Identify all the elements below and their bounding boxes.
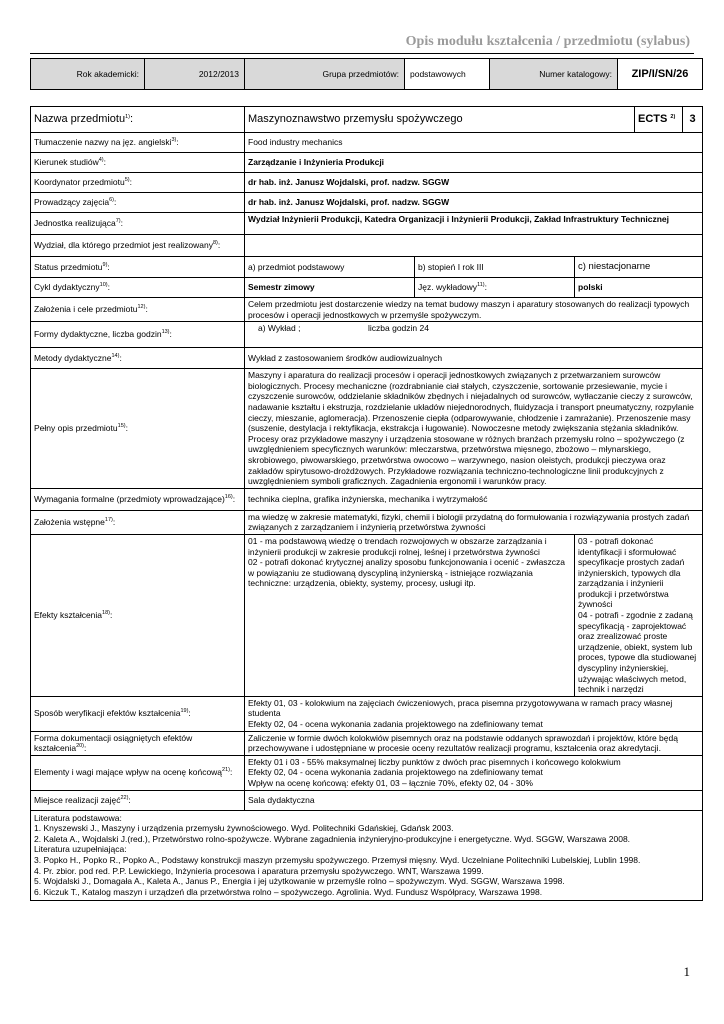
forms-hours: liczba godzin 24 — [368, 323, 429, 334]
english-name-value: Food industry mechanics — [245, 133, 703, 153]
coordinator-label: Koordynator przedmiotu — [34, 177, 125, 188]
footnote-ref: 11) — [477, 282, 485, 289]
forms-label: Formy dydaktyczne, liczba godzin — [34, 329, 162, 340]
status-mode: c) niestacjonarne — [575, 257, 703, 278]
subject-group-value: podstawowych — [405, 59, 490, 90]
syllabus-table: Nazwa przedmiotu$^{1)}$: Maszynoznawstwo przemysłu spożywczego ECTS $^{2)}$ 3 Tłumaczenie nazwy na jęz. angielski$^{3)}$: Food industry mechanics Kierunek studiów$^{4)}$: Zarządzanie i Inżynieria Produkcji Koordynator przedmiotu$^{5)}$: dr hab. inż. Janusz Wojdalski, prof. nadzw. SGGW Prowadzący zajęcia$^{6)}$: dr hab. inż. Janusz Wojdalski, prof. nadzw. SGGW Jednostka realizująca$^{7)}$: Wydział Inżynierii Produkcji, Katedra Organizacji i Inżynierii Produkcji, Zakład Infrastruktury Technicznej Wydział, dla którego przedmiot jest realizowany$^{8)}$: Status przedmiotu$^{9)}$: a) przedmiot podstawowy b) stopień I rok III c) niestacjonarne Cykl dydaktyczny$^{10)}$: Semestr zimowy Jęz. wykładowy$^{11)}$: polski Założenia i cele przedmiotu$^{12)}$: Celem przedmiotu jest dostarczenie wiedzy na temat budowy maszyn i aparatury stosowanych do realizacji typowych procesów i operacji jednostkowych w przemyśle spożywczym. Formy dydaktyczne, liczba godzin$^{13)}$: a) Wykład ; liczba godzin 24 Metody dydaktyczne$^{14)}$: Wykład z zastosowaniem środków audiowizualnych Pełny opis przedmiotu$^{15)}$: Maszyny i aparatura do realizacji procesów i operacji jednostkowych związanych z przetwarzaniem surowców biologicznych. Procesy mechaniczne (rozdrabnianie ciał stałych, czyszczenie, sortowanie przesiewanie, mycie i czyszczenie surowców, oddzielanie składników zbędnych i niejadalnych od surowców, wytłaczanie cieczy z surowców, nadawanie kształtu i ekstruzja, rozdzielanie układów niejednorodnych, fluidyzacja i transport pneumatyczny, rozpylanie cieczy, mieszanie, aglomeracja). Przenoszenie ciepła (odparowywanie, chłodzenie i zamrażanie). Przenoszenie masy (suszenie, destylacja i rektyfikacja, ekstrakcja i ługowanie). Nowoczesne metody zwiększania stężania składników. Procesy oraz przykładowe maszyny i urządzenia stosowane w różnych branżach przemysłu rolno – spożywczego (z uwzględnieniem specyficznych warunków: mleczarstwa, przetwórstwa mięsnego, zbożowo – młynarskiego, skrobiowego, piwowarskiego, przetwórstwa owocowo – warzywnego, nasion oleistych, produkcji pieczywa oraz zakładów spirytusowo-drożdżowych. Przykładowe rozwiązania techniczno-technologiczne linii produkcyjnych z uwzględnieniem symboli graficznych. Zagadnienia ergonomii i warunków pracy. Wymagania formalne (przedmioty wprowadzające)$^{16)}$: technika cieplna, grafika inżynierska, mechanika i wytrzymałość Założenia wstępne$^{17)}$: ma wiedzę w zakresie matematyki, fizyki, chemii i biologii przydatną do formułowania i rozwiązywania prostych zadań związanych z zarządzaniem i inżynierią przetwórstwa żywności Efekty kształcenia$^{18)}$: 01 - ma podstawową wiedzę o trendach rozwojowych w obszarze zarządzania i inżynierii produkcji w zakresie produkcji rolnej, leśnej i przetwórstwa żywności 02 - potrafi dokonać krytycznej analizy sposobu funkcjonowania i ocenić - zwłaszcza w powiązaniu ze studiowaną dyscypliną inżynierską - istniejące rozwiązania techniczne: urządzenia, obiekty, systemy, procesy, usługi itp. 03 - potrafi dokonać identyfikacji i sformułować specyfikacje prostych zadań inżynierskich, typowych dla zarządzania i inżynierii produkcji i przetwórstwa żywności 04 - potrafi - zgodnie z zadaną specyfikacją - zaprojektować oraz zrealizować proste urządzenie, obiekt, system lub proces, typowe dla studiowanej dyscypliny inżynierskiej, używając właściwych metod, technik i narzędzi Sposób weryfikacji efektów kształcenia$^{19)}$: Efekty 01, 03 - kolokwium na zajęciach ćwiczeniowych, praca pisemna przygotowywana w ramach pracy własnej studenta Efekty 02, 04 - ocena wykonania zadania projektowego na zdefiniowany temat Forma dokumentacji osiągniętych efektów kształcenia$^{20)}$: Zaliczenie w formie dwóch kolokwiów pisemnych oraz na podstawie oddanych sprawozdań i projektów, które będą przechowywane i udostępniane w procesie oceny rezultatów realizacji programu, kształcenia oraz akredytacji. Elementy i wagi mające wpływ na ocenę końcową$^{21)}$: Efekty 01 i 03 - 55% maksymalnej liczby punktów z dwóch prac pisemnych i końcowego kolokwium Efekty 02, 04 - ocena wykonania zadania projektowego na zdefiniowany temat Wpływ na ocenę końcową: efekty 01, 03 – łącznie 70%, efekty 02, 04 - 30% Miejsce realizacji zajęć$^{22)}$: Sala dydaktyczna Literatura podstawowa: 1. Knyszewski J., Maszyny i urządzenia przemysłu żywnościowego. Wyd. Politechniki Gdańskiej, Gdańsk 2003. 2. Kaleta A., Wojdalski J.(red.), Przetwórstwo rolno-spożywcze. Wybrane zagadnienia inżynieryjno-produkcyjne i energetyczne. Wyd. SGGW, Warszawa 2008. Literatura uzupełniająca: 3. Popko H., Popko R., Popko A., Podstawy konstrukcji maszyn przemysłu spożywczego. Przemysł mięsny. Wyd. Uczelniane Politechniki Lubelskiej, Lublin 1998. 4. Pr. zbior. pod red. P.P. Lewickiego, Inżynieria procesowa i aparatura przemysłu spożywczego. WNT, Warszawa 1999. 5. Wojdalski J., Domagała A., Kaleta A., Janus P., Energia i jej użytkowanie w przemyśle rolno – spożywczym. Wyd. SGGW, Warszawa 1998. 6. Kiczuk T., Katalog maszyn i urządzeń dla przetwórstwa rolno – spożywczego. Agrolinia. Wyd. Fundusz Współpracy, Warszawa 1998. — [30, 106, 703, 901]
footnote-ref: 2) — [670, 114, 676, 121]
ects-label: ECTS — [638, 113, 668, 126]
forms-lecture: a) Wykład ; — [258, 323, 301, 334]
english-name-label: Tłumaczenie nazwy na jęz. angielski — [34, 137, 172, 148]
subject-name-value: Maszynoznawstwo przemysłu spożywczego — [245, 107, 635, 133]
footnote-ref: 10) — [99, 282, 108, 289]
literature-line: Literatura uzupełniająca: — [34, 844, 127, 855]
documentation-value: Zaliczenie w formie dwóch kolokwiów pisemnych oraz na podstawie oddanych sprawozdań i projektów, które będą przechowywane i udostępniane w procesie oceny rezultatów realizacji programu, kształcenia oraz akredytacji. — [245, 731, 703, 755]
literature-line: 5. Wojdalski J., Domagała A., Kaleta A., Janus P., Energia i jej użytkowanie w przemyśle rolno – spożywczym. Wyd. SGGW, Warszawa 1998. — [34, 876, 565, 887]
document-title: Opis modułu kształcenia / przedmiotu (sylabus) — [405, 34, 690, 49]
unit-value: Wydział Inżynierii Produkcji, Katedra Organizacji i Inżynierii Produkcji, Zakład Infrastruktury Technicznej — [245, 213, 703, 235]
requirements-label: Wymagania formalne (przedmioty wprowadzające) — [34, 493, 225, 504]
methods-value: Wykład z zastosowaniem środków audiowizualnych — [245, 348, 703, 369]
prerequisites-value: ma wiedzę w zakresie matematyki, fizyki, chemii i biologii przydatną do formułowania i rozwiązywania prostych zadań związanych z zarządzaniem i inżynierią przetwórstwa żywności — [245, 510, 703, 534]
methods-label: Metody dydaktyczne — [34, 352, 112, 363]
academic-year-label: Rok akademicki: — [31, 59, 145, 90]
footnote-ref: 20) — [76, 743, 85, 750]
footnote-ref: 21) — [222, 767, 230, 774]
documentation-label: Forma dokumentacji osiągniętych efektów kształcenia — [34, 732, 193, 754]
location-label: Miejsce realizacji zajęć — [34, 794, 121, 805]
footnote-ref: 15) — [117, 423, 126, 430]
unit-label: Jednostka realizująca — [34, 218, 116, 229]
literature-line: 4. Pr. zbior. pod red. P.P. Lewickiego, Inżynieria procesowa i aparatura przemysłu spożywczego. WNT, Warszawa 1999. — [34, 865, 484, 876]
footnote-ref: 9) — [102, 261, 108, 268]
verification-label: Sposób weryfikacji efektów kształcenia — [34, 708, 181, 719]
footnote-ref: 8) — [212, 240, 218, 247]
objectives-value: Celem przedmiotu jest dostarczenie wiedzy na temat budowy maszyn i aparatury stosowanych do realizacji typowych procesów i operacji jednostkowych w przemyśle spożywczym. — [245, 298, 703, 322]
footnote-ref: 7) — [115, 218, 121, 225]
subject-name-label: Nazwa przedmiotu — [34, 113, 126, 126]
header-info-table — [30, 58, 703, 90]
footnote-ref: 19) — [180, 708, 189, 715]
academic-year-value: 2012/2013 — [145, 59, 245, 90]
outcomes-label: Efekty kształcenia — [34, 610, 103, 621]
lecturer-value: dr hab. inż. Janusz Wojdalski, prof. nadzw. SGGW — [245, 193, 703, 213]
subject-group-label: Grupa przedmiotów: — [245, 59, 405, 90]
footnote-ref: 1) — [125, 114, 130, 121]
footnote-ref: 4) — [98, 157, 104, 164]
footnote-ref: 17) — [104, 517, 113, 524]
footnote-ref: 22) — [120, 794, 129, 801]
catalog-number-label: Numer katalogowy: — [490, 59, 618, 90]
prerequisites-label: Założenia wstępne — [34, 517, 105, 528]
verification-value: Efekty 01, 03 - kolokwium na zajęciach ćwiczeniowych, praca pisemna przygotowywana w ramach pracy własnej studenta Efekty 02, 04 - ocena wykonania zadania projektowego na zdefiniowany temat — [245, 696, 703, 731]
coordinator-value: dr hab. inż. Janusz Wojdalski, prof. nadzw. SGGW — [245, 173, 703, 193]
grading-value: Efekty 01 i 03 - 55% maksymalnej liczby punktów z dwóch prac pisemnych i końcowego kolokwium Efekty 02, 04 - ocena wykonania zadania projektowego na zdefiniowany temat Wpływ na ocenę końcową: efekty 01, 03 – łącznie 70%, efekty 02, 04 - 30% — [245, 755, 703, 790]
faculty-label: Wydział, dla którego przedmiot jest realizowany — [34, 240, 213, 251]
faculty-value — [245, 235, 703, 257]
footnote-ref: 18) — [102, 610, 110, 617]
footnote-ref: 14) — [111, 352, 120, 359]
catalog-number-value: ZIP/I/SN/26 — [618, 59, 703, 90]
literature-line: 1. Knyszewski J., Maszyny i urządzenia przemysłu żywnościowego. Wyd. Politechniki Gdańskiej, Gdańsk 2003. — [34, 823, 454, 834]
objectives-label: Założenia i cele przedmiotu — [34, 304, 138, 315]
status-label: Status przedmiotu — [34, 261, 103, 272]
page-number: 1 — [683, 964, 690, 979]
literature-line: 6. Kiczuk T., Katalog maszyn i urządzeń dla przetwórstwa rolno – spożywczego. Agrolinia. Wyd. Fundusz Współpracy, Warszawa 1998. — [34, 886, 543, 897]
full-description-value: Maszyny i aparatura do realizacji procesów i operacji jednostkowych związanych z przetwarzaniem surowców biologicznych. Procesy mechaniczne (rozdrabnianie ciał stałych, czyszczenie, sortowanie przesiewanie, mycie i czyszczenie surowców, oddzielanie składników zbędnych i niejadalnych od surowców, wytłaczanie cieczy z surowców, nadawanie kształtu i ekstruzja, rozdzielanie układów niejednorodnych, fluidyzacja i transport pneumatyczny, rozpylanie cieczy, mieszanie, aglomeracja). Przenoszenie ciepła (odparowywanie, chłodzenie i zamrażanie). Przenoszenie masy (suszenie, destylacja i rektyfikacja, ekstrakcja i ługowanie). Nowoczesne metody zwiększania stężania składników. Procesy oraz przykładowe maszyny i urządzenia stosowane w różnych branżach przemysłu rolno – spożywczego (z uwzględnieniem specyficznych warunków: mleczarstwa, przetwórstwa mięsnego, zbożowo – młynarskiego, skrobiowego, piwowarskiego, przetwórstwa owocowo – warzywnego, nasion oleistych, produkcji pieczywa oraz zakładów spirytusowo-drożdżowych. Przykładowe rozwiązania techniczno-technologiczne linii produkcyjnych z uwzględnieniem symboli graficznych. Zagadnienia ergonomii i warunków pracy. — [245, 369, 703, 489]
full-description-label: Pełny opis przedmiotu — [34, 423, 118, 434]
footnote-ref: 3) — [171, 137, 177, 144]
lecturer-label: Prowadzący zajęcia — [34, 197, 110, 208]
cycle-label: Cykl dydaktyczny — [34, 282, 100, 293]
language-label: Jęz. wykładowy — [418, 282, 478, 293]
literature-line: Literatura podstawowa: — [34, 812, 122, 823]
field-of-study-value: Zarządzanie i Inżynieria Produkcji — [245, 153, 703, 173]
footnote-ref: 16) — [224, 493, 233, 500]
field-of-study-label: Kierunek studiów — [34, 157, 99, 168]
location-value: Sala dydaktyczna — [245, 790, 703, 810]
requirements-value: technika cieplna, grafika inżynierska, mechanika i wytrzymałość — [245, 488, 703, 510]
footnote-ref: 5) — [124, 177, 130, 184]
literature-line: 3. Popko H., Popko R., Popko A., Podstawy konstrukcji maszyn przemysłu spożywczego. Przemysł mięsny. Wyd. Uczelniane Politechniki Lubelskiej, Lublin 1998. — [34, 854, 641, 865]
footnote-ref: 6) — [109, 197, 115, 204]
literature-line: 2. Kaleta A., Wojdalski J.(red.), Przetwórstwo rolno-spożywcze. Wybrane zagadnienia inżynieryjno-produkcyjne i energetyczne. Wyd. SGGW, Warszawa 2008. — [34, 833, 631, 844]
outcomes-left: 01 - ma podstawową wiedzę o trendach rozwojowych w obszarze zarządzania i inżynierii produkcji w zakresie produkcji rolnej, leśnej i przetwórstwa żywności 02 - potrafi dokonać krytycznej analizy sposobu funkcjonowania i ocenić - zwłaszcza w powiązaniu ze studiowaną dyscypliną inżynierską - istniejące rozwiązania techniczne: urządzenia, obiekty, systemy, procesy, usługi itp. — [245, 534, 575, 696]
outcomes-right: 03 - potrafi dokonać identyfikacji i sformułować specyfikacje prostych zadań inżynierskich, typowych dla zarządzania i inżynierii produkcji i przetwórstwa żywności 04 - potrafi - zgodnie z zadaną specyfikacją - zaprojektować oraz zrealizować proste urządzenie, obiekt, system lub proces, typowe dla studiowanej dyscypliny inżynierskiej, używając właściwych metod, technik i narzędzi — [575, 534, 703, 696]
grading-label: Elementy i wagi mające wpływ na ocenę końcową — [34, 767, 223, 778]
footnote-ref: 13) — [161, 329, 170, 336]
cycle-value: Semestr zimowy — [245, 278, 415, 298]
ects-value: 3 — [683, 107, 703, 133]
language-value: polski — [575, 278, 703, 298]
status-type: a) przedmiot podstawowy — [245, 257, 415, 278]
row-subject-name: Nazwa przedmiotu$^{1)}$: Maszynoznawstwo przemysłu spożywczego ECTS $^{2)}$ 3 — [31, 107, 703, 133]
status-level-year: b) stopień I rok III — [415, 257, 575, 278]
header-rule — [30, 53, 694, 54]
footnote-ref: 12) — [137, 304, 146, 311]
literature-cell — [31, 810, 703, 901]
